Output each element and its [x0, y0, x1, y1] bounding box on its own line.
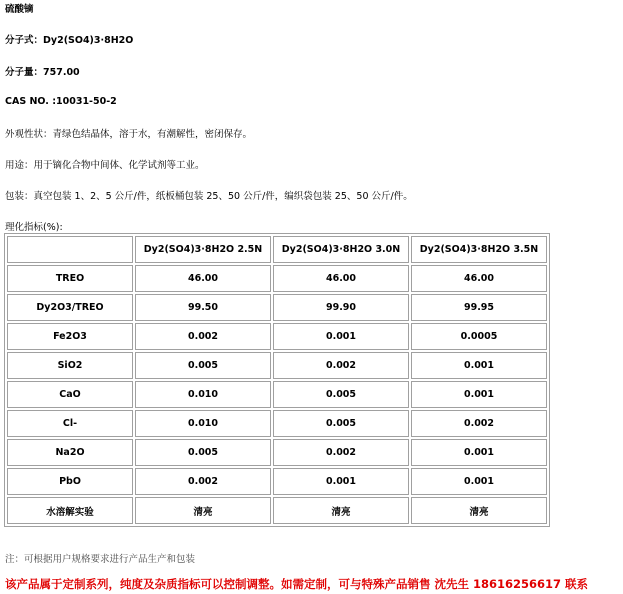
- formula-line: 分子式：Dy2(SO4)3·8H2O: [5, 35, 134, 46]
- molecular-weight-line: 分子量：757.00: [5, 67, 80, 78]
- table-row: [7, 410, 547, 437]
- table-cell: Cl-: [7, 410, 133, 437]
- table-cell: 0.002: [411, 410, 547, 437]
- table-cell: 46.00: [135, 265, 271, 292]
- table-row: [7, 265, 547, 292]
- table-cell: Na2O: [7, 439, 133, 466]
- spec-heading: 理化指标(%):: [5, 222, 63, 233]
- table-cell: 0.002: [273, 352, 409, 379]
- header-cell: Dy2(SO4)3·8H2O 3.5N: [411, 236, 547, 263]
- table-cell: 0.005: [135, 439, 271, 466]
- header-cell: Dy2(SO4)3·8H2O 2.5N: [135, 236, 271, 263]
- table-cell: 0.001: [273, 323, 409, 350]
- table-cell: 0.002: [273, 439, 409, 466]
- table-cell: 0.010: [135, 381, 271, 408]
- table-cell: 0.001: [411, 439, 547, 466]
- footnote: 注：可根据用户规格要求进行产品生产和包装: [5, 554, 196, 565]
- table-row: [7, 468, 547, 495]
- custom-order-notice: 该产品属于定制系列，纯度及杂质指标可以控制调整。如需定制，可与特殊产品销售 沈先生 18616256617 联系: [5, 577, 589, 591]
- table-cell: 46.00: [411, 265, 547, 292]
- table-cell: 0.001: [273, 468, 409, 495]
- table-cell: SiO2: [7, 352, 133, 379]
- table-cell: 0.010: [135, 410, 271, 437]
- table-row: [7, 294, 547, 321]
- table-cell: Dy2O3/TREO: [7, 294, 133, 321]
- table-cell: 0.005: [273, 381, 409, 408]
- table-row: [7, 497, 547, 524]
- table-cell: 清亮: [273, 497, 409, 524]
- packaging-line: 包装：真空包装 1、2、5 公斤/件，纸板桶包装 25、50 公斤/件，编织袋包装 25、50 公斤/件。: [5, 191, 413, 202]
- table-cell: 99.50: [135, 294, 271, 321]
- product-title: 硫酸镝: [5, 4, 34, 15]
- header-cell: Dy2(SO4)3·8H2O 3.0N: [273, 236, 409, 263]
- table-cell: 99.90: [273, 294, 409, 321]
- spec-table: [4, 233, 550, 527]
- table-row: [7, 352, 547, 379]
- table-cell: 清亮: [411, 497, 547, 524]
- table-row: [7, 439, 547, 466]
- table-cell: 0.001: [411, 468, 547, 495]
- table-cell: 0.001: [411, 381, 547, 408]
- table-cell: PbO: [7, 468, 133, 495]
- usage-line: 用途：用于镝化合物中间体、化学试剂等工业。: [5, 160, 205, 171]
- table-header-row: [7, 236, 547, 263]
- table-cell: CaO: [7, 381, 133, 408]
- table-cell: 水溶解实验: [7, 497, 133, 524]
- table-cell: 0.0005: [411, 323, 547, 350]
- cas-number-line: CAS NO. :10031-50-2: [5, 96, 117, 107]
- table-cell: 清亮: [135, 497, 271, 524]
- table-cell: Fe2O3: [7, 323, 133, 350]
- table-cell: 0.002: [135, 468, 271, 495]
- table-cell: 99.95: [411, 294, 547, 321]
- table-cell: 0.005: [273, 410, 409, 437]
- table-cell: 46.00: [273, 265, 409, 292]
- table-cell: TREO: [7, 265, 133, 292]
- table-cell: 0.002: [135, 323, 271, 350]
- appearance-line: 外观性状：青绿色结晶体，溶于水，有潮解性，密闭保存。: [5, 129, 253, 140]
- table-cell: 0.001: [411, 352, 547, 379]
- table-cell: 0.005: [135, 352, 271, 379]
- table-row: [7, 381, 547, 408]
- table-row: [7, 323, 547, 350]
- header-cell: [7, 236, 133, 263]
